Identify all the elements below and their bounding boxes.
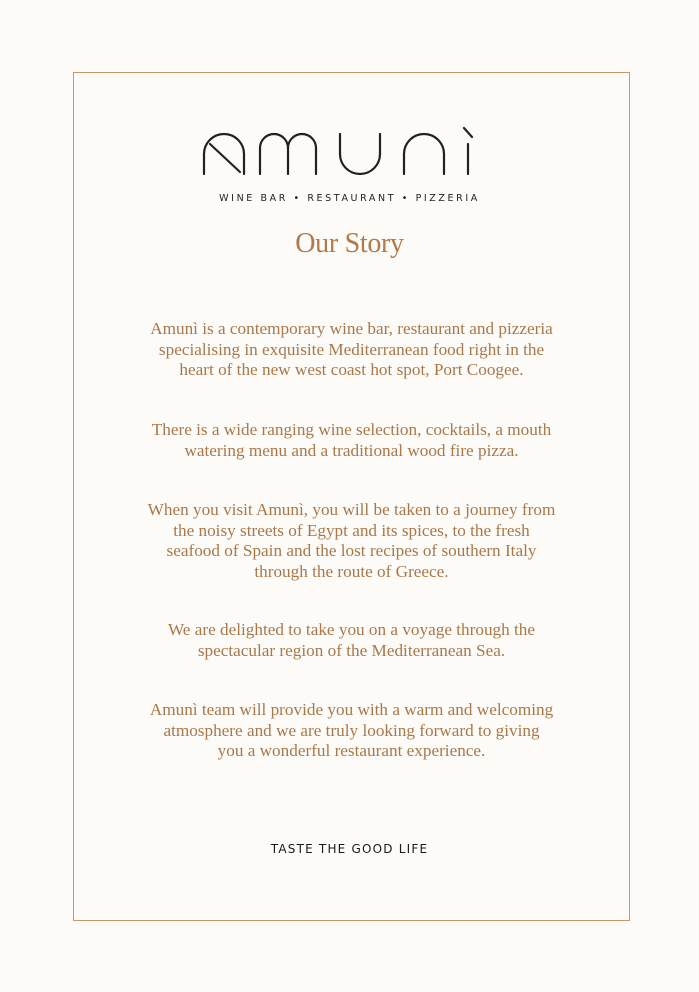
text-line: There is a wide ranging wine selection, cocktails, a mouth [151, 420, 552, 439]
text-line: the noisy streets of Egypt and its spices, to the fresh [173, 520, 530, 540]
story-paragraph-5 [100, 700, 603, 762]
page-title: Our Story [295, 228, 404, 259]
tagline: WINE BAR • RESTAURANT • PIZZERIA [219, 193, 480, 204]
text-line: heart of the new west coast hot spot, Port Coogee. [179, 360, 524, 379]
text-line: specialising in exquisite Mediterranean food right in the [158, 339, 545, 359]
text-line: When you visit Amunì, you will be taken to a journey from [147, 500, 556, 519]
text-line: atmosphere and we are truly looking forward to giving [163, 720, 540, 740]
text-line: watering menu and a traditional wood fire pizza. [184, 440, 519, 460]
story-paragraph-2 [100, 420, 603, 461]
story-paragraph-1 [100, 319, 603, 381]
text-line: We are delighted to take you on a voyage through the [167, 620, 536, 639]
text-line: spectacular region of the Mediterranean Sea. [197, 640, 506, 660]
footer-slogan: TASTE THE GOOD LIFE [270, 842, 429, 856]
text-line: Amunì is a contemporary wine bar, restaurant and pizzeria [150, 319, 553, 338]
story-paragraph-4 [100, 620, 603, 661]
amuni-logo [0, 124, 699, 180]
story-paragraph-3 [100, 500, 603, 582]
text-line: through the route of Greece. [254, 561, 449, 581]
text-line: you a wonderful restaurant experience. [217, 741, 486, 760]
amuni-wordmark [200, 124, 500, 180]
text-line: seafood of Spain and the lost recipes of southern Italy [166, 541, 537, 560]
text-line: Amunì team will provide you with a warm and welcoming [149, 700, 554, 719]
